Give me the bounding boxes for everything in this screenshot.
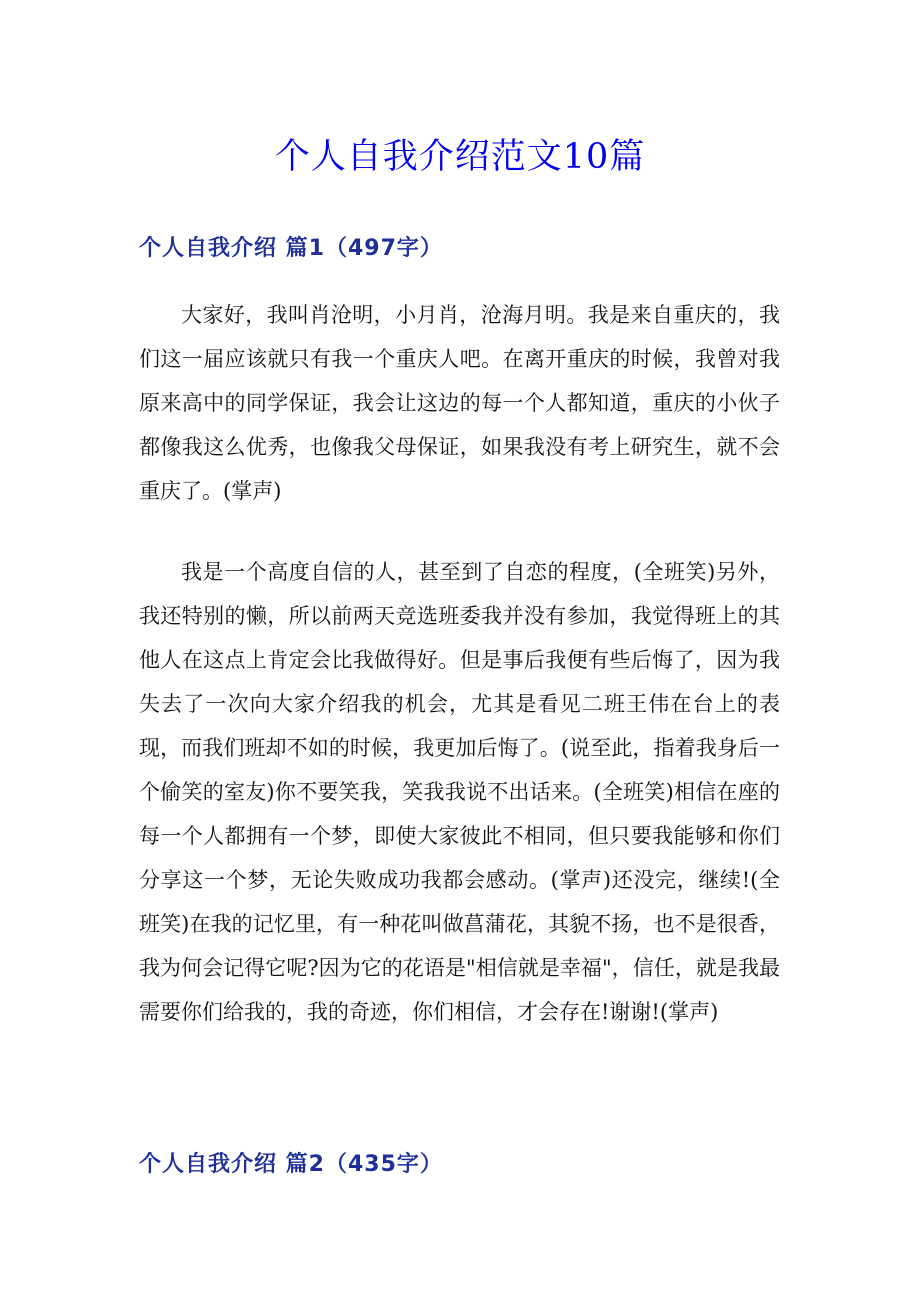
document-title: 个人自我介绍范文10篇	[274, 137, 646, 177]
section-heading-2: 个人自我介绍 篇2（435字）	[139, 1152, 443, 1177]
section-heading-1: 个人自我介绍 篇1（497字）	[139, 236, 443, 261]
section-1-paragraph-2: 我是一个高度自信的人，甚至到了自恋的程度，(全班笑)另外，我还特别的懒，所以前两天竞选班委我并没有参加，我觉得班上的其他人在这点上肯定会比我做得好。但是事后我便有些后悔了，因为我失去了一次向大家介绍我的机会，尤其是看见二班王伟在台上的表现，而我们班却不如的时候，我更加后悔了。(说至此，指着我身后一个偷笑的室友)你不要笑我，笑我我说不出话来。(全班笑)相信在座的每一个人都拥有一个梦，即使大家彼此不相同，但只要我能够和你们分享这一个梦，无论失败成功我都会感动。(掌声)还没完，继续!(全班笑)在我的记忆里，有一种花叫做菖蒲花，其貌不扬，也不是很香，我为何会记得它呢?因为它的花语是"相信就是幸福"，信任，就是我最需要你们给我的，我的奇迹，你们相信，才会存在!谢谢!(掌声)	[139, 560, 780, 1024]
section-1-paragraph-1: 大家好，我叫肖沧明，小月肖，沧海月明。我是来自重庆的，我们这一届应该就只有我一个重庆人吧。在离开重庆的时候，我曾对我原来高中的同学保证，我会让这边的每一个人都知道，重庆的小伙子都像我这么优秀，也像我父母保证，如果我没有考上研究生，就不会重庆了。(掌声)	[139, 303, 780, 503]
